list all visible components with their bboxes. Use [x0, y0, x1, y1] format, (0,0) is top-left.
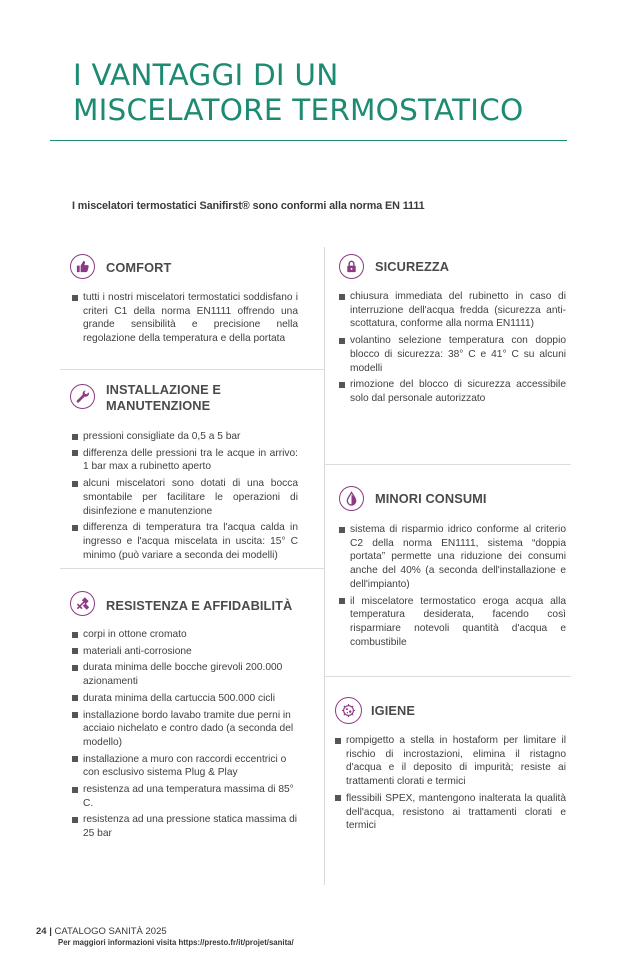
list-item: alcuni miscelatori sono dotati di una bocca smontabile per facilitare le operazioni di disinfezione e manutenzione: [72, 477, 298, 518]
padlock-icon: [339, 254, 364, 279]
row-divider-right-1: [325, 464, 571, 465]
installazione-title: [106, 382, 221, 414]
resistenza-list: [72, 628, 298, 844]
page-number: 24: [36, 926, 47, 937]
list-item: pressioni consigliate da 0,5 a 5 bar: [72, 430, 298, 444]
comfort-title: COMFORT: [106, 260, 172, 275]
sicurezza-title: SICUREZZA: [375, 259, 450, 274]
list-item: differenza delle pressioni tra le acque in arrivo: 1 bar max a rubinetto aperto: [72, 447, 298, 474]
list-item: il miscelatore termostatico eroga acqua alla temperatura desiderata, facendo così risparmiare notevoli quantità d'acqua e combustibile: [339, 595, 566, 650]
list-item: rimozione del blocco di sicurezza accessibile solo dal personale autorizzato: [339, 378, 566, 405]
list-item: flessibili SPEX, mantengono inalterata la qualità dell'acqua, resistono ai trattamenti clorati e termici: [335, 792, 566, 833]
thumbs-up-icon: [70, 254, 95, 279]
resistenza-title: RESISTENZA E AFFIDABILITÀ: [106, 598, 293, 613]
list-item: chiusura immediata del rubinetto in caso di interruzione dell'acqua fredda (sicurezza anti-scottatura, conforme alla norma EN1111): [339, 290, 566, 331]
list-item: resistenza ad una temperatura massima di 85° C.: [72, 783, 298, 810]
title-line-1: I VANTAGGI DI UN: [73, 58, 339, 92]
installazione-title-line-1: INSTALLAZIONE E: [106, 382, 222, 397]
consumi-title: MINORI CONSUMI: [375, 491, 487, 506]
germ-icon: [335, 697, 362, 724]
comfort-list: [72, 291, 298, 349]
intro-text: I miscelatori termostatici Sanifirst® sono conformi alla norma EN 1111: [72, 200, 425, 212]
installazione-title-line-2: MANUTENZIONE: [106, 398, 211, 413]
list-item: durata minima delle bocche girevoli 200.000 azionamenti: [72, 661, 298, 688]
igiene-title: IGIENE: [371, 703, 415, 718]
footer-page-info: [36, 926, 167, 937]
sicurezza-list: [339, 290, 566, 409]
water-drop-icon: [339, 486, 364, 511]
list-item: rompigetto a stella in hostaform per limitare il rischio di incrostazioni, elimina il ristagno d'acqua e il deposito di impurità; resiste ai trattamenti clorati e termici: [335, 734, 566, 789]
installazione-list: [72, 430, 298, 565]
igiene-list: [335, 734, 566, 836]
footer-separator: |: [49, 926, 52, 937]
list-item: installazione a muro con raccordi eccentrici o con esclusivo sistema Plug & Play: [72, 753, 298, 780]
list-item: sistema di risparmio idrico conforme al criterio C2 della norma EN1111, sistema “doppia portata” permette una riduzione dei consumi anche del 40% (a seconda dell'installazione e dell'impianto): [339, 523, 566, 592]
title-line-2: MISCELATORE TERMOSTATICO: [73, 93, 524, 127]
row-divider-right-2: [325, 676, 571, 677]
tools-icon: [70, 591, 95, 616]
row-divider-left-2: [60, 568, 324, 569]
wrench-icon: [70, 384, 95, 409]
consumi-list: [339, 523, 566, 652]
list-item: corpi in ottone cromato: [72, 628, 298, 642]
list-item: materiali anti-corrosione: [72, 645, 298, 659]
title-divider: [50, 140, 567, 141]
list-item: resistenza ad una pressione statica massima di 25 bar: [72, 813, 298, 840]
column-divider: [324, 247, 325, 885]
list-item: volantino selezione temperatura con doppio blocco di sicurezza: 38° C e 41° C su alcuni modelli: [339, 334, 566, 375]
catalog-name: CATALOGO SANITÀ 2025: [54, 926, 167, 937]
list-item: differenza di temperatura tra l'acqua calda in ingresso e l'acqua miscelata in uscita: 15° C minimo (può variare a seconda dei modelli): [72, 521, 298, 562]
list-item: durata minima della cartuccia 500.000 cicli: [72, 692, 298, 706]
list-item: installazione bordo lavabo tramite due perni in acciaio nichelato e contro dado (a seconda del modello): [72, 709, 298, 750]
footer-info-link: Per maggiori informazioni visita https://presto.fr/it/projet/sanita/: [58, 938, 294, 947]
list-item: tutti i nostri miscelatori termostatici soddisfano i criteri C1 della norma EN1111 offrendo una grande sensibilità e precisione nella regolazione della temperatura e della portata: [72, 291, 298, 346]
page-title: [73, 58, 573, 128]
row-divider-left-1: [60, 369, 324, 370]
